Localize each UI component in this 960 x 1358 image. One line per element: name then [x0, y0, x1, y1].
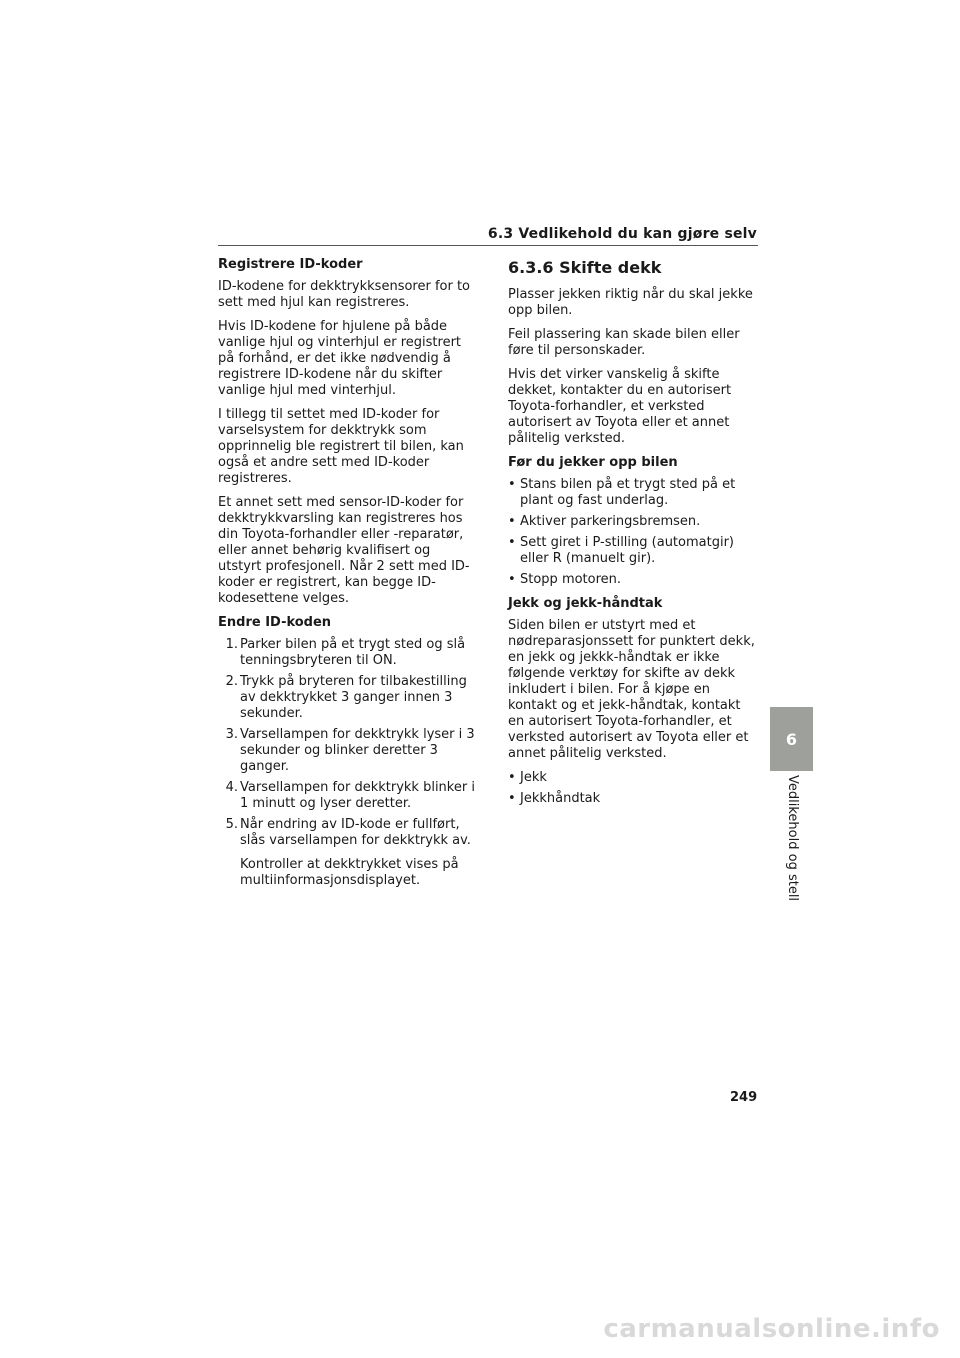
watermark: carmanualsonline.info	[603, 1314, 940, 1344]
heading-jack: Jekk og jekk-håndtak	[508, 596, 663, 611]
list-item	[218, 727, 476, 775]
step-text: Varsellampen for dekktrykk blinker i 1 minutt og lyser deretter.	[240, 780, 475, 811]
list-item: • Aktiver parkeringsbremsen.	[508, 514, 760, 530]
chapter-label: Vedlikehold og stell	[785, 775, 800, 902]
paragraph: Hvis ID-kodene for hjulene på både vanlige hjul og vinterhjul er registrert på forhånd, er det ikke nødvendig å registrere ID-kodene når du skifter vanlige hjul med vinterhjul.	[218, 319, 462, 398]
list-item: • Sett giret i P-stilling (automatgir) eller R (manuelt gir).	[508, 535, 760, 567]
before-jacking-list	[508, 477, 760, 588]
paragraph: Et annet sett med sensor-ID-koder for dekktrykkvarsling kan registreres hos din Toyota-forhandler eller -reparatør, eller annet behørig kvalifisert og utstyrt profesjonell. Når 2 sett med ID-koder er registrert, kan begge ID-kodesettene velges.	[218, 495, 470, 606]
paragraph: ID-kodene for dekktrykksensorer for to sett med hjul kan registreres.	[218, 279, 471, 310]
list-item: • Stopp motoren.	[508, 572, 760, 588]
header-rule	[218, 245, 758, 246]
step-number: 2.	[225, 674, 238, 689]
step-text: Parker bilen på et trygt sted og slå tenningsbryteren til ON.	[240, 637, 466, 668]
paragraph: Plasser jekken riktig når du skal jekke opp bilen.	[508, 287, 753, 318]
step-number: 3.	[225, 727, 238, 742]
jack-tools-list	[508, 770, 760, 807]
paragraph: I tillegg til settet med ID-koder for varselsystem for dekktrykk som opprinnelig ble registrert til bilen, kan også et andre sett med ID-koder registreres.	[218, 407, 464, 486]
page-header-title: 6.3 Vedlikehold du kan gjøre selv	[487, 226, 757, 242]
heading-register-id: Registrere ID-koder	[218, 257, 363, 272]
heading-change-id: Endre ID-koden	[218, 615, 332, 630]
list-item	[218, 780, 476, 812]
step-number: 4.	[225, 780, 238, 795]
list-item: • Stans bilen på et trygt sted på et plant og fast underlag.	[508, 477, 760, 509]
step-number: 1.	[225, 637, 238, 652]
chapter-tab	[770, 707, 813, 771]
list-item: • Jekk	[508, 770, 760, 786]
step-text: Når endring av ID-kode er fullført, slås varsellampen for dekktrykk av.	[240, 817, 471, 848]
page-number: 249	[730, 1090, 758, 1105]
paragraph: Siden bilen er utstyrt med et nødreparasjonssett for punktert dekk, en jekk og jekkk-håndtak er ikke følgende verktøy for skifte av dekk inkludert i bilen. For å kjøpe en kontakt og et jekk-håndtak, kontakt en autorisert Toyota-forhandler, et verksted autorisert av Toyota eller et annet pålitelig verksted.	[508, 618, 755, 761]
section-heading: 6.3.6 Skifte dekk	[508, 258, 662, 277]
list-item	[218, 817, 476, 849]
step-text: Trykk på bryteren for tilbakestilling av dekktrykket 3 ganger innen 3 sekunder.	[240, 674, 467, 721]
heading-before-jacking: Før du jekker opp bilen	[508, 455, 678, 470]
list-item: • Jekkhåndtak	[508, 791, 760, 807]
chapter-number: 6	[785, 729, 798, 749]
paragraph: Hvis det virker vanskelig å skifte dekket, kontakter du en autorisert Toyota-forhandler, et verksted autorisert av Toyota eller et annet pålitelig verksted.	[508, 367, 732, 446]
list-item	[218, 637, 476, 669]
left-column	[218, 257, 476, 897]
paragraph: Feil plassering kan skade bilen eller føre til personskader.	[508, 327, 740, 358]
change-id-steps	[218, 637, 476, 849]
step-note: Kontroller at dekktrykket vises på multiinformasjonsdisplayet.	[240, 857, 459, 888]
step-text: Varsellampen for dekktrykk lyser i 3 sekunder og blinker deretter 3 ganger.	[240, 727, 475, 774]
step-number: 5.	[225, 817, 238, 832]
list-item	[218, 674, 476, 722]
right-column	[508, 257, 760, 815]
